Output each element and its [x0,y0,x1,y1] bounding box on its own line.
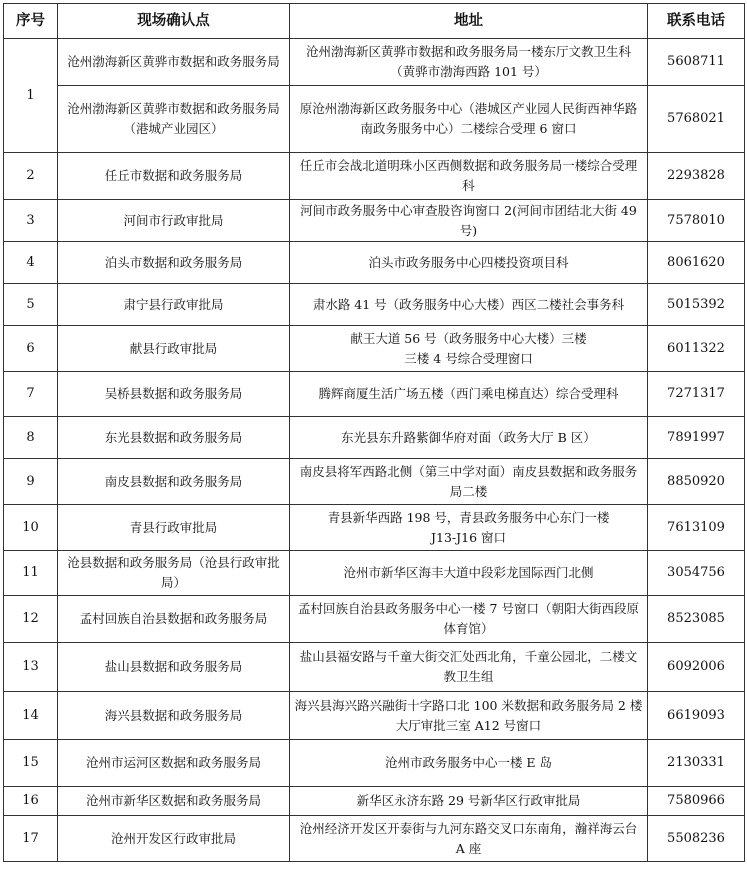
table-row [4,643,745,692]
row-index: 8 [4,417,58,459]
row-address: 孟村回族自治县政务服务中心一楼 7 号窗口（朝阳大街西段原体育馆） [290,596,648,643]
row-address: 腾辉商厦生活广场五楼（西门乘电梯直达）综合受理科 [290,372,648,417]
row-site: 盐山县数据和政务服务局 [58,643,290,692]
row-address: 河间市政务服务中心审查股咨询窗口 2(河间市团结北大街 49 号) [290,200,648,242]
header-site: 现场确认点 [58,4,290,39]
row-index: 12 [4,596,58,643]
row-site: 泊头市数据和政务服务局 [58,242,290,284]
table-row [4,417,745,459]
row-site: 沧州开发区行政审批局 [58,816,290,862]
row-site: 河间市行政审批局 [58,200,290,242]
row-site: 沧州市运河区数据和政务服务局 [58,740,290,787]
row-index: 6 [4,326,58,372]
row-index: 15 [4,740,58,787]
row-site: 南皮县数据和政务服务局 [58,459,290,505]
confirmation-sites-table [3,3,745,862]
row-phone: 6619093 [648,692,745,740]
row-site: 青县行政审批局 [58,505,290,551]
row-address: 沧州市新华区海丰大道中段彩龙国际西门北侧 [290,551,648,596]
table-row [4,551,745,596]
row-index: 5 [4,284,58,326]
row-phone: 5608711 [648,39,745,86]
row-phone: 7891997 [648,417,745,459]
table-row [4,596,745,643]
header-row [4,4,745,39]
row-index: 11 [4,551,58,596]
table-row [4,326,745,372]
table-row [4,505,745,551]
row-index: 14 [4,692,58,740]
table-row [4,39,745,86]
row-index: 7 [4,372,58,417]
address-line: 三楼 4 号综合受理窗口 [404,350,533,366]
row-address: 盐山县福安路与千童大街交汇处西北角，千童公园北，二楼文教卫生组 [290,643,648,692]
row-site: 沧州市新华区数据和政务服务局 [58,787,290,816]
table-row [4,284,745,326]
row-index: 13 [4,643,58,692]
table-row [4,816,745,862]
row-phone: 7613109 [648,505,745,551]
row-address: 南皮县将军西路北侧（第三中学对面）南皮县数据和政务服务局二楼 [290,459,648,505]
row-phone: 3054756 [648,551,745,596]
row-address: 沧州市政务服务中心一楼 E 岛 [290,740,648,787]
row-index: 17 [4,816,58,862]
row-index: 3 [4,200,58,242]
row-site: 沧县数据和政务服务局（沧县行政审批局） [58,551,290,596]
row-phone: 5508236 [648,816,745,862]
row-index: 1 [4,39,58,153]
table-row [4,200,745,242]
row-address: 沧州经济开发区开泰街与九河东路交叉口东南角，瀚祥海云台 A 座 [290,816,648,862]
address-line: J13-J16 窗口 [430,529,507,545]
row-site: 东光县数据和政务服务局 [58,417,290,459]
header-index: 序号 [4,4,58,39]
row-address: 肃水路 41 号（政务服务中心大楼）西区二楼社会事务科 [290,284,648,326]
row-index: 10 [4,505,58,551]
row-phone: 5015392 [648,284,745,326]
table-row [4,692,745,740]
row-index: 4 [4,242,58,284]
row-phone: 6011322 [648,326,745,372]
row-site: 孟村回族自治县数据和政务服务局 [58,596,290,643]
row-address: 沧州渤海新区黄骅市数据和政务服务局一楼东厅文教卫生科（黄骅市渤海西路 101 号） [290,39,648,86]
table-row [4,242,745,284]
address-line: 献王大道 56 号（政务服务中心大楼）三楼 [350,330,587,346]
row-address: 东光县东升路紫御华府对面（政务大厅 B 区） [290,417,648,459]
row-address: 任丘市会战北道明珠小区西侧数据和政务服务局一楼综合受理科 [290,153,648,200]
row-index: 9 [4,459,58,505]
row-site: 献县行政审批局 [58,326,290,372]
row-phone: 8523085 [648,596,745,643]
address-line: 青县新华西路 198 号，青县政务服务中心东门一楼 [327,509,610,525]
row-address: 泊头市政务服务中心四楼投资项目科 [290,242,648,284]
row-phone: 2130331 [648,740,745,787]
table-row [4,787,745,816]
row-phone: 7580966 [648,787,745,816]
row-address [290,505,648,551]
row-phone: 8061620 [648,242,745,284]
row-site: 吴桥县数据和政务服务局 [58,372,290,417]
row-phone: 7271317 [648,372,745,417]
row-site: 肃宁县行政审批局 [58,284,290,326]
row-index: 2 [4,153,58,200]
row-site: 沧州渤海新区黄骅市数据和政务服务局（港城产业园区） [58,86,290,153]
table-row [4,153,745,200]
row-site: 海兴县数据和政务服务局 [58,692,290,740]
header-address: 地址 [290,4,648,39]
row-address [290,326,648,372]
row-site: 沧州渤海新区黄骅市数据和政务服务局 [58,39,290,86]
row-phone: 5768021 [648,86,745,153]
row-phone: 7578010 [648,200,745,242]
row-phone: 6092006 [648,643,745,692]
row-phone: 2293828 [648,153,745,200]
table-row [4,372,745,417]
table-row [4,459,745,505]
row-address: 原沧州渤海新区政务服务中心（港城区产业园人民街西神华路南政务服务中心）二楼综合受理 6 窗口 [290,86,648,153]
row-index: 16 [4,787,58,816]
table-row [4,86,745,153]
row-phone: 8850920 [648,459,745,505]
row-address: 新华区永济东路 29 号新华区行政审批局 [290,787,648,816]
row-site: 任丘市数据和政务服务局 [58,153,290,200]
table-row [4,740,745,787]
row-address: 海兴县海兴路兴融街十字路口北 100 米数据和政务服务局 2 楼大厅审批三室 A12 号窗口 [290,692,648,740]
header-phone: 联系电话 [648,4,745,39]
